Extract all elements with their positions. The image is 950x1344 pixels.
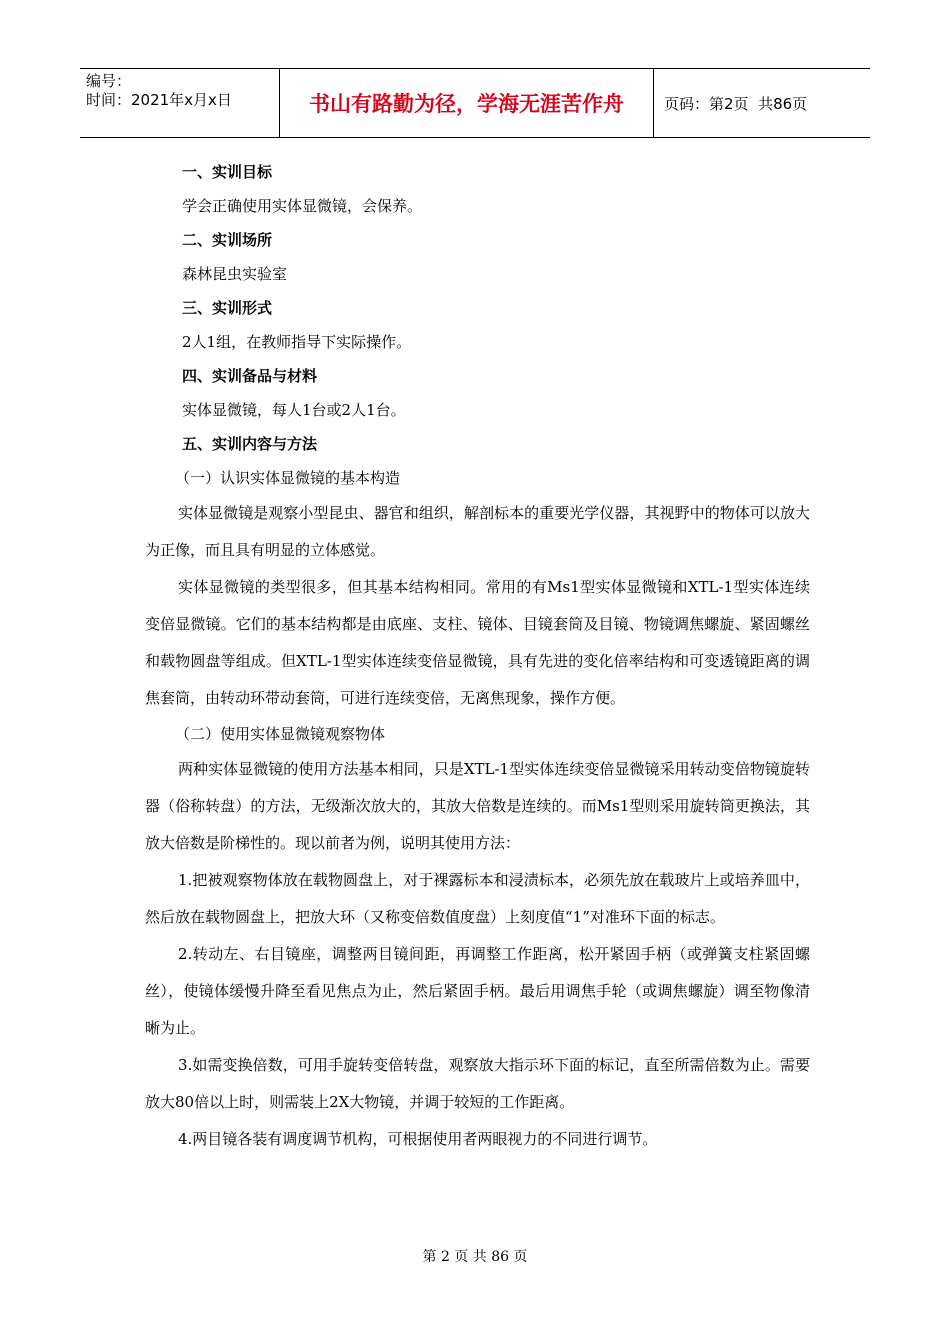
header-motto: 书山有路勤为径，学海无涯苦作舟 — [280, 69, 654, 137]
subsection-2-title: （二）使用实体显微镜观察物体 — [175, 725, 386, 743]
subsection-1-title: （一）认识实体显微镜的基本构造 — [175, 469, 401, 487]
step-item: 4.两目镜各装有调度调节机构，可根据使用者两眼视力的不同进行调节。 — [178, 1130, 658, 1148]
section-5-title: 五、实训内容与方法 — [182, 435, 318, 453]
step-item: 1.把被观察物体放在载物圆盘上，对于裸露标本和浸渍标本，必须先放在载玻片上或培养皿中，然后放在载物圆盘上，把放大环（又称变倍数值度盘）上刻度值“1”对准环下面的标志。 — [145, 871, 810, 926]
section-1-text: 学会正确使用实体显微镜，会保养。 — [182, 197, 423, 215]
section-2-text: 森林昆虫实验室 — [182, 265, 288, 283]
section-4-title: 四、实训备品与材料 — [182, 367, 318, 385]
section-3-title: 三、实训形式 — [182, 299, 273, 317]
section-3-text: 2人1组，在教师指导下实际操作。 — [182, 333, 412, 351]
page-label: 页码：第2页 共86页 — [664, 94, 808, 113]
header-page-info — [654, 69, 870, 137]
date-label: 时间：2021年x月x日 — [86, 91, 232, 109]
section-1-title: 一、实训目标 — [182, 163, 273, 181]
paragraph: 实体显微镜的类型很多，但其基本结构相同。常用的有Ms1型实体显微镜和XTL-1型实体连续变倍显微镜。它们的基本结构都是由底座、支柱、镜体、目镜套筒及目镜、物镜调焦螺旋、紧固螺丝和载物圆盘等组成。但XTL-1型实体连续变倍显微镜，具有先进的变化倍率结构和可变透镜距离的调焦套筒，由转动环带动套筒，可进行连续变倍，无离焦现象，操作方便。 — [145, 578, 810, 707]
document-header — [80, 68, 870, 138]
paragraph: 两种实体显微镜的使用方法基本相同，只是XTL-1型实体连续变倍显微镜采用转动变倍物镜旋转器（俗称转盘）的方法，无级渐次放大的，其放大倍数是连续的。而Ms1型则采用旋转筒更换法，其放大倍数是阶梯性的。现以前者为例，说明其使用方法： — [145, 760, 810, 852]
number-label: 编号： — [86, 72, 132, 90]
paragraph: 实体显微镜是观察小型昆虫、器官和组织，解剖标本的重要光学仪器，其视野中的物体可以放大为正像，而且具有明显的立体感觉。 — [145, 504, 810, 559]
step-item: 3.如需变换倍数，可用手旋转变倍转盘，观察放大指示环下面的标记，直至所需倍数为止。需要放大80倍以上时，则需装上2X大物镜，并调于较短的工作距离。 — [145, 1056, 810, 1111]
document-body — [145, 155, 810, 1158]
header-meta — [80, 69, 280, 137]
section-4-text: 实体显微镜，每人1台或2人1台。 — [182, 401, 406, 419]
section-2-title: 二、实训场所 — [182, 231, 273, 249]
page-footer: 第 2 页 共 86 页 — [422, 1249, 528, 1265]
step-item: 2.转动左、右目镜座，调整两目镜间距，再调整工作距离，松开紧固手柄（或弹簧支柱紧固螺丝），使镜体缓慢升降至看见焦点为止，然后紧固手柄。最后用调焦手轮（或调焦螺旋）调至物像清晰为止。 — [145, 945, 810, 1037]
